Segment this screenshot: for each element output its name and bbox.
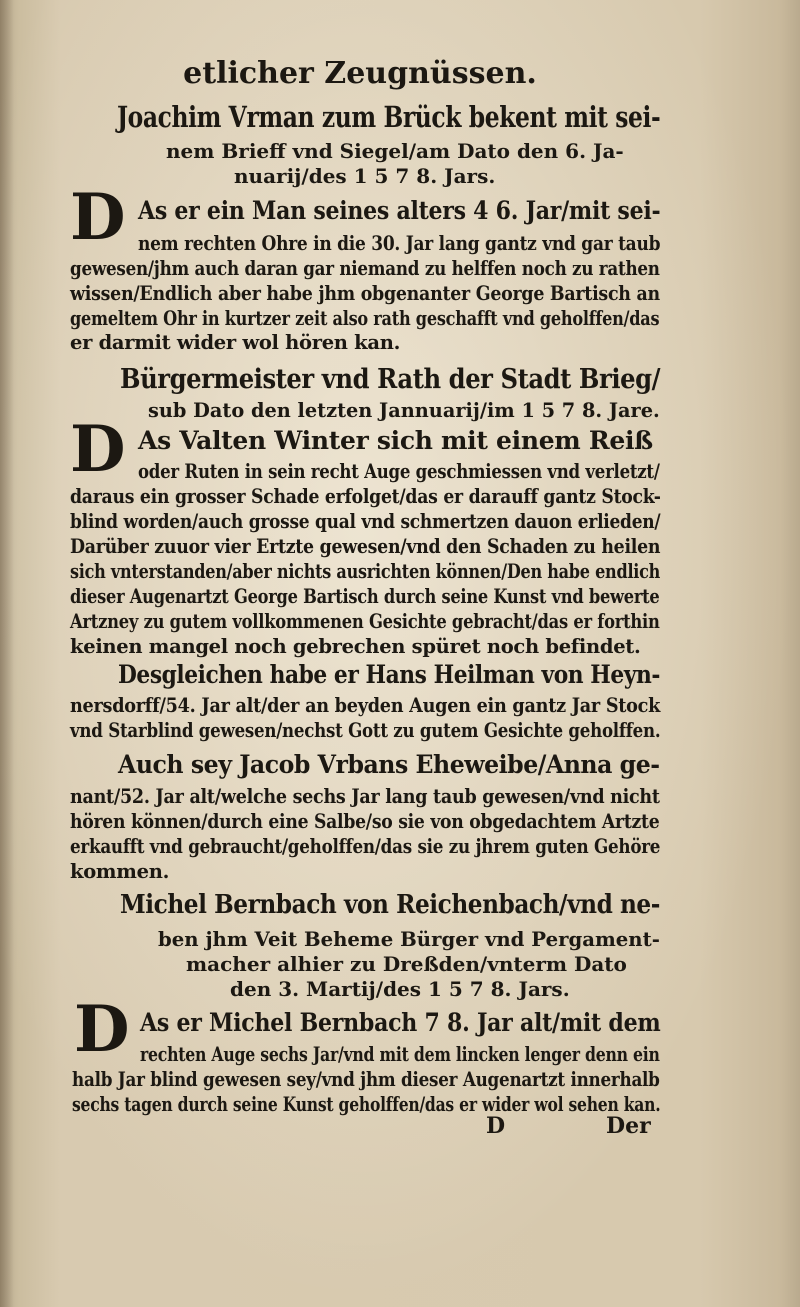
section1-body-line6: er darmit wider wol hören kan. [70, 331, 401, 354]
section2-para3-line5: kommen. [70, 860, 170, 883]
section3-heading-line1: Michel Bernbach von Reichenbach/vnd ne- [120, 890, 660, 920]
section2-heading-line1: Bürgermeister vnd Rath der Stadt Brieg/ [120, 364, 661, 395]
section1-body-line3: gewesen/jhm auch daran gar niemand zu helffen noch zu rathen [70, 257, 660, 280]
section2-para3-line2: nant/52. Jar alt/welche sechs Jar lang taub gewesen/vnd nicht [70, 785, 660, 808]
section2-body-line5: Darüber zuuor vier Ertzte gewesen/vnd den Schaden zu heilen [70, 535, 661, 558]
section2-body-line3: daraus ein grosser Schade erfolget/das er darauff gantz Stock- [70, 485, 661, 508]
section2-para3-line3: hören können/durch eine Salbe/so sie von obgedachtem Artzte [70, 810, 660, 833]
section2-body-line7: dieser Augenartzt George Bartisch durch seine Kunst vnd bewerte [70, 585, 660, 608]
section2-body-line9: keinen mangel noch gebrechen spüret noch befindet. [70, 635, 641, 658]
section2-body-line2: oder Ruten in sein recht Auge geschmiessen vnd verletzt/ [138, 460, 660, 483]
section2-para2-line2: nersdorff/54. Jar alt/der an beyden Augen ein gantz Jar Stock [70, 694, 661, 717]
section2-heading-line2: sub Dato den letzten Jannuarij/im 1 5 7 8. Jare. [148, 398, 660, 422]
section1-body-line4: wissen/Endlich aber habe jhm obgenanter George Bartisch an [70, 282, 660, 305]
section3-heading-line2: ben jhm Veit Beheme Bürger vnd Pergament- [158, 927, 660, 951]
section1-heading-line1: Joachim Vrman zum Brück bekent mit sei- [117, 100, 661, 134]
section3-heading-line3: macher alhier zu Dreßden/vnterm Dato [186, 952, 627, 976]
section3-drop-cap: D [74, 992, 130, 1067]
signature-mark: D [486, 1113, 506, 1139]
catchword: Der [606, 1113, 651, 1139]
section3-heading-line4: den 3. Martij/des 1 5 7 8. Jars. [230, 977, 570, 1001]
section2-body-line4: blind worden/auch grosse qual vnd schmertzen dauon erlieden/ [70, 510, 661, 533]
section2-body-line8: Artzney zu gutem vollkommenen Gesichte gebracht/das er forthin [70, 610, 660, 633]
running-head: etlicher Zeugnüssen. [183, 56, 537, 91]
section3-body-line4: sechs tagen durch seine Kunst geholffen/das er wider wol sehen kan. [72, 1093, 661, 1116]
section1-heading-line2: nem Brieff vnd Siegel/am Dato den 6. Ja- [166, 139, 624, 163]
section1-body-line5: gemeltem Ohr in kurtzer zeit also rath geschafft vnd geholffen/das [70, 307, 660, 330]
section1-drop-cap: D [70, 180, 126, 255]
section2-para2-line3: vnd Starblind gewesen/nechst Gott zu gutem Gesichte geholffen. [70, 719, 661, 742]
section1-body-line2: nem rechten Ohre in die 30. Jar lang gantz vnd gar taub [138, 232, 661, 255]
section1-heading-line3: nuarij/des 1 5 7 8. Jars. [234, 164, 496, 188]
section2-body-line1: As Valten Winter sich mit einem Reiß [138, 426, 653, 455]
section2-para3-line4: erkaufft vnd gebraucht/geholffen/das sie zu jhrem guten Gehöre [70, 835, 661, 858]
section2-drop-cap: D [70, 412, 126, 487]
section3-body-line1: As er Michel Bernbach 7 8. Jar alt/mit dem [140, 1008, 661, 1037]
section1-body-line1: As er ein Man seines alters 4 6. Jar/mit sei- [138, 196, 661, 225]
section2-para2-line1: Desgleichen habe er Hans Heilman von Heyn- [118, 660, 660, 689]
section2-para3-line1: Auch sey Jacob Vrbans Eheweibe/Anna ge- [118, 750, 660, 779]
binding-gutter [0, 0, 14, 1307]
section2-body-line6: sich vnterstanden/aber nichts ausrichten können/Den habe endlich [70, 560, 661, 583]
section3-body-line3: halb Jar blind gewesen sey/vnd jhm dieser Augenartzt innerhalb [72, 1068, 660, 1091]
section3-body-line2: rechten Auge sechs Jar/vnd mit dem lincken lenger denn ein [140, 1043, 660, 1066]
